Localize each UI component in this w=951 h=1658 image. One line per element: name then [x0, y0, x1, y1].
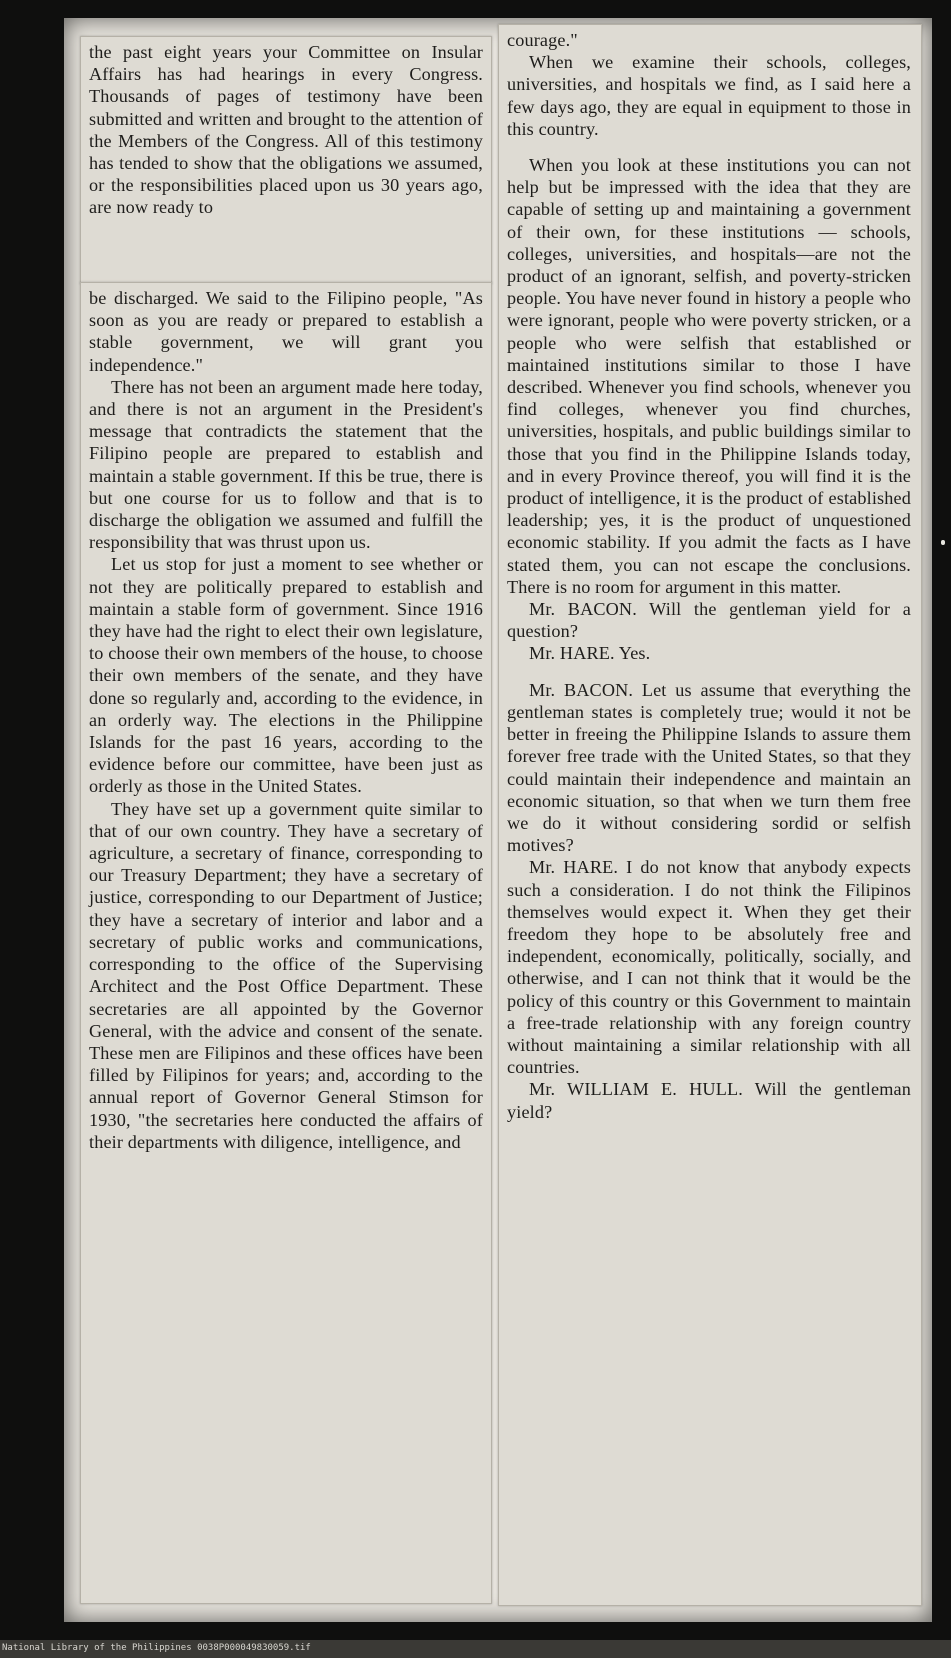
right-column-paragraph: Mr. HARE. Yes. [529, 643, 651, 664]
left-column-paragraph: be discharged. We said to the Filipino people, "As soon as you are ready or prepared to establish a stable government, we will grant you independence." [89, 288, 483, 375]
scan-footer-caption: National Library of the Philippines 0038P000049830059.tif [2, 1643, 311, 1653]
right-column-paragraph: Mr. BACON. Let us assume that everything the gentleman states is completely true; would it not be better in freeing the Philippine Islands to assure them forever free trade with the United States, so that they could maintain their independence and maintain an economic situation, so that when we turn them free we do it without considering sordid or selfish motives? [507, 679, 911, 856]
left-column-paragraph: They have set up a government quite similar to that of our own country. They have a secretary of agriculture, a secretary of finance, corresponding to our Treasury Department; they have a secretary of justice, corresponding to our Department of Justice; they have a secretary of interior and labor and a secretary of public works and communications, corresponding to the office of the Supervising Architect and the Post Office Department. These secretaries are all appointed by the Governor General, with the advice and consent of the senate. These men are Filipinos and these offices have been filled by Filipinos for years; and, according to the annual report of Governor General Stimson for 1930, "the secretaries here conducted the affairs of their departments with diligence, intelligence, and [89, 798, 483, 1152]
right-column-paragraph: When we examine their schools, colleges, universities, and hospitals we find, as I said here a few days ago, they are equal in equipment to those in this country. [507, 52, 911, 139]
right-column-paragraph: courage." [507, 30, 578, 50]
left-column-bottom-clipping [80, 282, 492, 1604]
right-column-paragraph: Mr. HARE. I do not know that anybody expects such a consideration. I do not think the Filipinos themselves would expect it. When they get their freedom they hope to be absolutely free and independent, economically, politically, socially, and otherwise, and I can not think that it would be the policy of this country or this Government to maintain a free-trade relationship with any foreign country without maintaining a similar relationship with all countries. [507, 857, 911, 1078]
right-column-paragraph: When you look at these institutions you can not help but be impressed with the idea that they are capable of setting up and maintaining a government of their own, for these institutions — schools, colleges, universities, and hospitals—are not the product of an ignorant, selfish, and poverty-stricken people. You have never found in history a people who were ignorant, people who were poverty stricken, or a people who were selfish that established or maintained institutions similar to those I have described. Whenever you find schools, whenever you find colleges, whenever you find churches, universities, hospitals, and public buildings similar to those that you find in the Philippine Islands today, and in every Province thereof, you will find it is the product of intelligence, it is the product of established leadership; yes, it is the product of unquestioned economic stability. If you admit the facts as I have stated them, you can not escape the conclusions. There is no room for argument in this matter. [507, 155, 911, 597]
right-column-paragraph: Mr. WILLIAM E. HULL. Will the gentleman yield? [507, 1079, 911, 1122]
left-column-top-clipping [80, 36, 492, 284]
left-column-paragraph: Let us stop for just a moment to see whether or not they are politically prepared to establish and maintain a stable form of government. Since 1916 they have had the right to elect their own legislature, to choose their own members of the house, to choose their own members of the senate, and they have done so regularly and, according to the evidence, in an orderly way. The elections in the Philippine Islands for the past 16 years, according to the evidence before our committee, have been just as orderly as those in the United States. [89, 554, 483, 797]
left-column-paragraph: There has not been an argument made here today, and there is not an argument in the President's message that contradicts the statement that the Filipino people are prepared to establish and maintain a stable government. If this be true, there is but one course for us to follow and that is to discharge the obligation we assumed and fulfill the responsibility that was thrust upon us. [89, 376, 483, 553]
right-column-clipping [498, 24, 922, 1606]
right-column-paragraph: Mr. BACON. Will the gentleman yield for a question? [507, 599, 911, 642]
scan-dust-speck [941, 540, 945, 545]
left-column-paragraph: the past eight years your Committee on Insular Affairs has had hearings in every Congress. Thousands of pages of testimony have been submitted and written and brought to the attention of the Members of the Congress. All of this testimony has tended to show that the obligations we assumed, or the responsibilities placed upon us 30 years ago, are now ready to [89, 42, 483, 218]
